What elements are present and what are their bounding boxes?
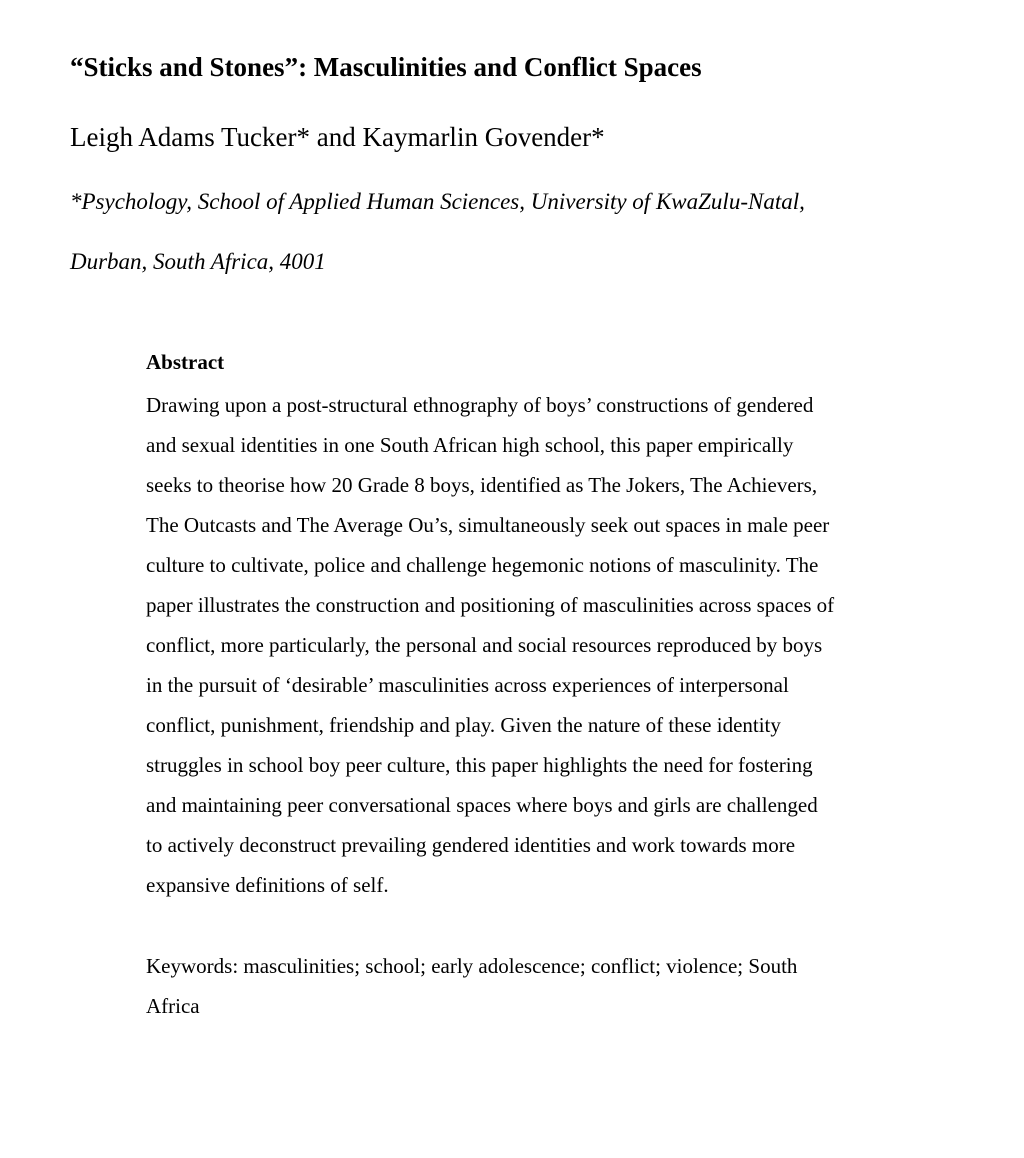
abstract-line: in the pursuit of ‘desirable’ masculinities across experiences of interpersonal (146, 673, 789, 697)
keywords-line: Keywords: masculinities; school; early adolescence; conflict; violence; South (146, 954, 798, 978)
abstract-line: seeks to theorise how 20 Grade 8 boys, identified as The Jokers, The Achievers, (146, 473, 818, 497)
affiliation-line-1: *Psychology, School of Applied Human Sciences, University of KwaZulu-Natal, (70, 189, 805, 214)
abstract-line: and sexual identities in one South African high school, this paper empirically (146, 433, 794, 457)
abstract-line: conflict, punishment, friendship and play. Given the nature of these identity (146, 713, 781, 737)
abstract-body (146, 390, 946, 910)
abstract-line: conflict, more particularly, the personal and social resources reproduced by boys (146, 633, 823, 657)
keywords-line: Africa (146, 994, 200, 1018)
abstract-line: expansive definitions of self. (146, 873, 389, 897)
abstract-line: paper illustrates the construction and positioning of masculinities across spaces of (146, 593, 835, 617)
paper-title: “Sticks and Stones”: Masculinities and Conflict Spaces (70, 52, 702, 82)
keywords (146, 951, 946, 1031)
abstract-heading: Abstract (146, 350, 225, 374)
abstract-line: to actively deconstruct prevailing gendered identities and work towards more (146, 833, 796, 857)
affiliation-line-2: Durban, South Africa, 4001 (70, 249, 326, 274)
abstract-line: and maintaining peer conversational spaces where boys and girls are challenged (146, 793, 818, 817)
abstract-line: The Outcasts and The Average Ou’s, simultaneously seek out spaces in male peer (146, 513, 830, 537)
author-list: Leigh Adams Tucker* and Kaymarlin Govender* (70, 122, 605, 152)
abstract-line: culture to cultivate, police and challenge hegemonic notions of masculinity. The (146, 553, 819, 577)
abstract-line: struggles in school boy peer culture, this paper highlights the need for fostering (146, 753, 813, 777)
abstract-line: Drawing upon a post-structural ethnography of boys’ constructions of gendered (146, 393, 814, 417)
